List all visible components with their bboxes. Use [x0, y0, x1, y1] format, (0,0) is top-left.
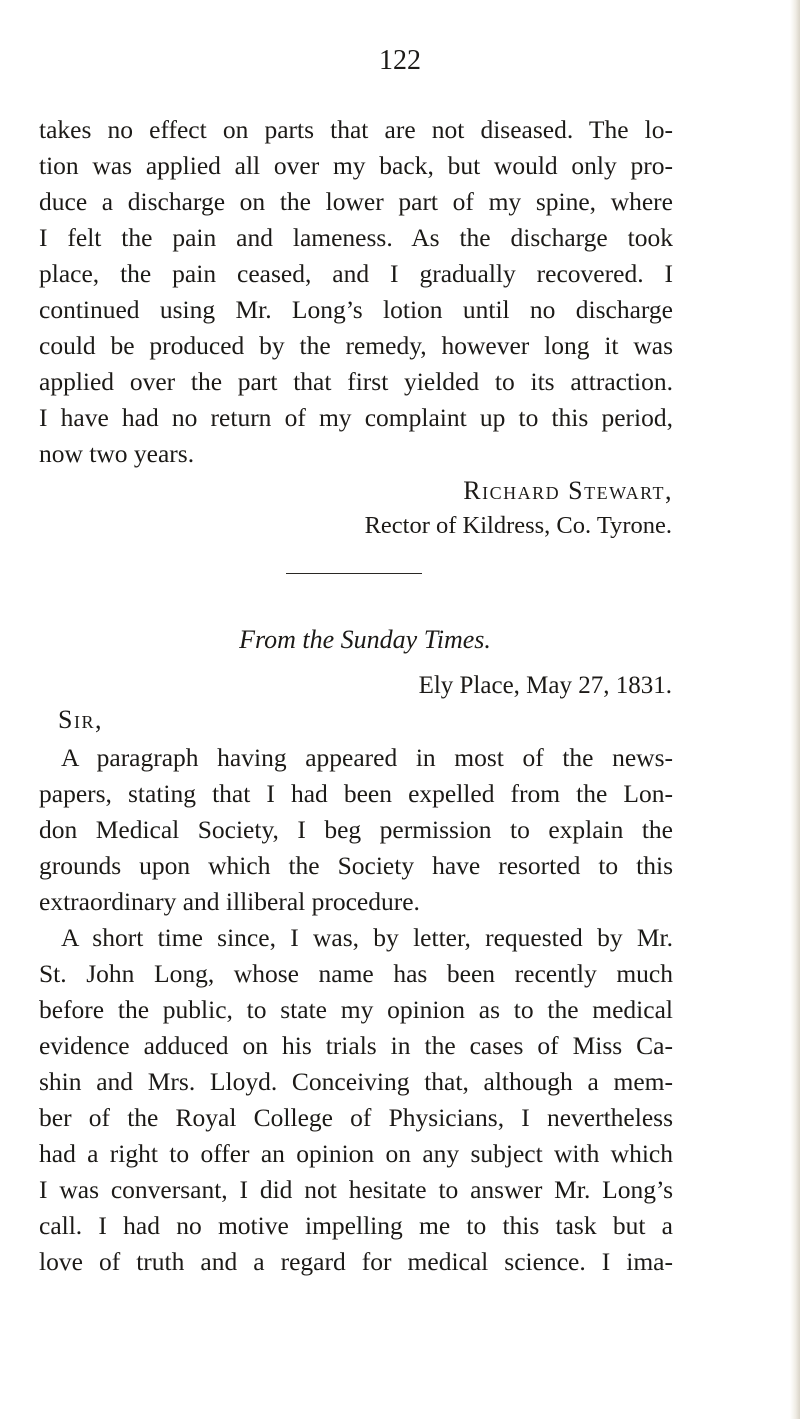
source-heading: From the Sunday Times.: [239, 625, 491, 654]
salutation: Sir,: [58, 705, 103, 734]
section-divider: [286, 573, 422, 574]
paragraph-1-line: I have had no return of my complaint up to this period,: [39, 403, 673, 432]
paragraph-3-line: I was conversant, I did not hesitate to answer Mr. Long’s: [39, 1175, 673, 1204]
signature-title: Rector of Kildress, Co. Tyrone.: [364, 512, 672, 539]
paragraph-1-line: place, the pain ceased, and I gradually recovered. I: [39, 259, 673, 288]
paragraph-1-line: could be produced by the remedy, however long it was: [39, 331, 673, 360]
paragraph-1-line: I felt the pain and lameness. As the discharge took: [39, 223, 673, 252]
paragraph-3-line: St. John Long, whose name has been recently much: [39, 959, 673, 988]
paragraph-3-line: before the public, to state my opinion as to the medical: [39, 995, 673, 1024]
page-number: 122: [379, 45, 421, 76]
page-edge: [790, 0, 800, 1419]
paragraph-3-line: had a right to offer an opinion on any subject with which: [39, 1139, 673, 1168]
paragraph-1-line: continued using Mr. Long’s lotion until no discharge: [39, 295, 673, 324]
paragraph-1-line: tion was applied all over my back, but would only pro-: [39, 151, 673, 180]
paragraph-3-line: ber of the Royal College of Physicians, I nevertheless: [39, 1103, 673, 1132]
signature-name: Richard Stewart,: [463, 476, 673, 505]
paragraph-2-line: A paragraph having appeared in most of the news-: [61, 743, 673, 772]
paragraph-1-line: duce a discharge on the lower part of my spine, where: [39, 187, 673, 216]
paragraph-2-line: grounds upon which the Society have resorted to this: [39, 851, 673, 880]
paragraph-1-line: applied over the part that first yielded to its attraction.: [39, 367, 673, 396]
paragraph-2-line: extraordinary and illiberal procedure.: [39, 887, 420, 916]
paragraph-3-line: call. I had no motive impelling me to this task but a: [39, 1211, 673, 1240]
dateline: Ely Place, May 27, 1831.: [418, 672, 672, 699]
paragraph-2-line: don Medical Society, I beg permission to explain the: [39, 815, 673, 844]
paragraph-1-line: takes no effect on parts that are not diseased. The lo-: [39, 115, 673, 144]
paragraph-2-line: papers, stating that I had been expelled from the Lon-: [39, 779, 673, 808]
paragraph-3-line: love of truth and a regard for medical science. I ima-: [39, 1247, 673, 1276]
paragraph-3-line: A short time since, I was, by letter, requested by Mr.: [61, 923, 673, 952]
paragraph-3-line: shin and Mrs. Lloyd. Conceiving that, although a mem-: [39, 1067, 673, 1096]
paragraph-1-line: now two years.: [39, 439, 195, 468]
paragraph-3-line: evidence adduced on his trials in the cases of Miss Ca-: [39, 1031, 673, 1060]
